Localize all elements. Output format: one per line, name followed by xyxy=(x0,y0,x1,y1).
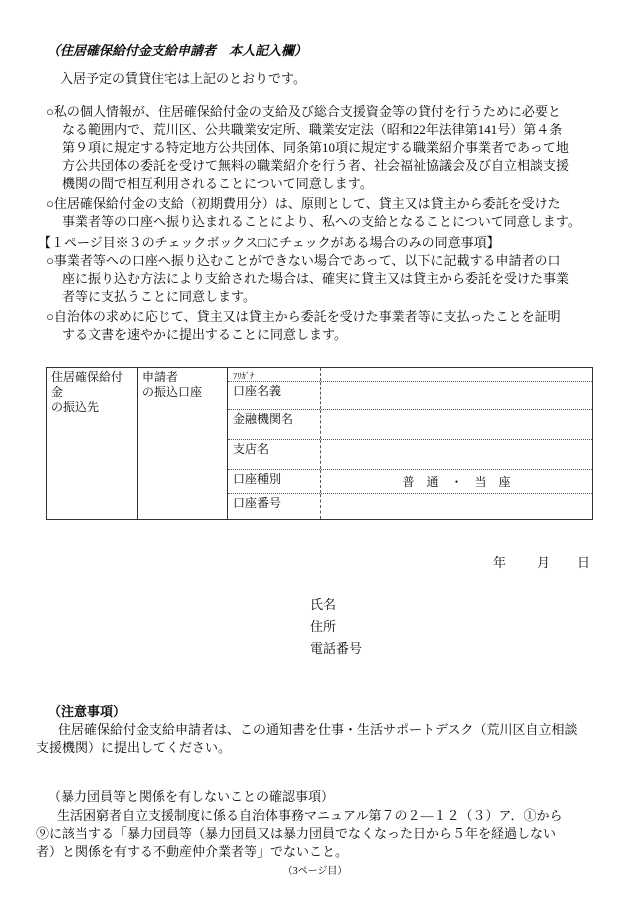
intro-line: 入居予定の賃貸住宅は上記のとおりです。 xyxy=(60,71,306,86)
text-line: 機関の間で相互利用されることについて同意します。 xyxy=(62,176,373,191)
consent-transfer xyxy=(46,252,569,306)
table-row xyxy=(228,440,592,470)
table-row xyxy=(228,494,592,519)
account-detail-rows xyxy=(228,368,592,519)
consent-personal-info xyxy=(46,103,569,193)
table-row xyxy=(228,470,592,494)
furigana-label: ﾌﾘｶﾞﾅ xyxy=(228,368,321,381)
text-line: ○事業者等への口座へ振り込むことができない場合であって、以下に記載する申請者の口 xyxy=(46,253,561,268)
branch-name-label: 支店名 xyxy=(228,440,321,469)
account-type-choice[interactable]: 普 通 ・ 当 座 xyxy=(402,475,511,489)
branch-name-field[interactable] xyxy=(321,440,592,469)
text-line: 支援機関）に提出してください。 xyxy=(36,740,232,755)
table-header-transfer-destination xyxy=(47,368,138,519)
text-line: 第９項に規定する特定地方公共団体、同条第10項に規定する職業紹介事業者であって地 xyxy=(62,140,569,155)
date-month-label: 月 xyxy=(537,555,551,570)
text-line: 者等に支払うことに同意します。 xyxy=(62,289,256,304)
bank-name-field[interactable] xyxy=(321,410,592,439)
account-type-label: 口座種別 xyxy=(228,470,321,493)
text-line: 方公共団体の委託を受けて無料の職業紹介を行う者、社会福祉協議会及び自立相談支援 xyxy=(62,158,570,173)
page-title: （住居確保給付金支給申請者 本人記入欄） xyxy=(47,43,308,58)
furigana-field[interactable] xyxy=(321,368,592,381)
header-line: の振込先 xyxy=(51,400,100,414)
account-number-label: 口座番号 xyxy=(228,494,321,519)
text-line: 生活困窮者自立支援制度に係る自治体事務マニュアル第７の２―１２（３）ア．①から xyxy=(57,808,563,823)
consent-proof xyxy=(46,308,561,344)
text-line: 座に振り込む方法により支給された場合は、確実に貸主又は貸主から委託を受けた事業 xyxy=(62,271,570,286)
account-name-label: 口座名義 xyxy=(228,382,321,409)
name-label: 氏名 xyxy=(310,597,337,612)
text-line: 事業者等の口座へ振り込まれることにより、私への支給となることについて同意します。 xyxy=(62,214,581,229)
conditional-header: 【１ページ目※３のチェックボックス□にチェックがある場合のみの同意事項】 xyxy=(38,235,500,250)
text-line: ○自治体の求めに応じて、貸主又は貸主から委託を受けた事業者等に支払ったことを証明 xyxy=(46,309,561,324)
page-number: （3ページ目） xyxy=(282,866,348,877)
header-line: の振込口座 xyxy=(142,385,203,399)
text-line: 者）と関係を有する不動産仲介業者等」でないこと。 xyxy=(36,844,349,859)
table-header-applicant-account xyxy=(138,368,228,519)
header-line: 申請者 xyxy=(142,370,179,384)
date-day-label: 日 xyxy=(577,555,591,570)
bank-account-table xyxy=(46,367,593,520)
address-label: 住所 xyxy=(310,619,337,634)
phone-label: 電話番号 xyxy=(310,641,363,656)
text-line: ⑨に該当する「暴力団員等（暴力団員又は暴力団員でなくなった日から５年を経過しない xyxy=(36,826,557,841)
table-row xyxy=(228,368,592,382)
date-year-label: 年 xyxy=(493,555,507,570)
header-line: 住居確保給付金 xyxy=(51,370,124,399)
account-name-field[interactable] xyxy=(321,382,592,409)
account-number-field[interactable] xyxy=(321,494,592,519)
bank-name-label: 金融機関名 xyxy=(228,410,321,439)
table-row xyxy=(228,382,592,410)
text-line: ○住居確保給付金の支給（初期費用分）は、原則として、貸主又は貸主から委託を受けた xyxy=(46,196,561,211)
text-line: 住居確保給付金支給申請者は、この通知書を仕事・生活サポートデスク（荒川区自立相談 xyxy=(58,722,578,737)
consent-payment xyxy=(46,195,581,231)
table-row xyxy=(228,410,592,440)
text-line: ○私の個人情報が、住居確保給付金の支給及び総合支援資金等の貸付を行うために必要と xyxy=(46,104,561,119)
notice-heading: （注意事項） xyxy=(48,704,127,719)
text-line: なる範囲内で、荒川区、公共職業安定所、職業安定法（昭和22年法律第141号）第４条 xyxy=(62,122,563,137)
gang-check-heading: （暴力団員等と関係を有しないことの確認事項） xyxy=(48,789,335,804)
text-line: する文書を速やかに提出することに同意します。 xyxy=(62,327,347,342)
